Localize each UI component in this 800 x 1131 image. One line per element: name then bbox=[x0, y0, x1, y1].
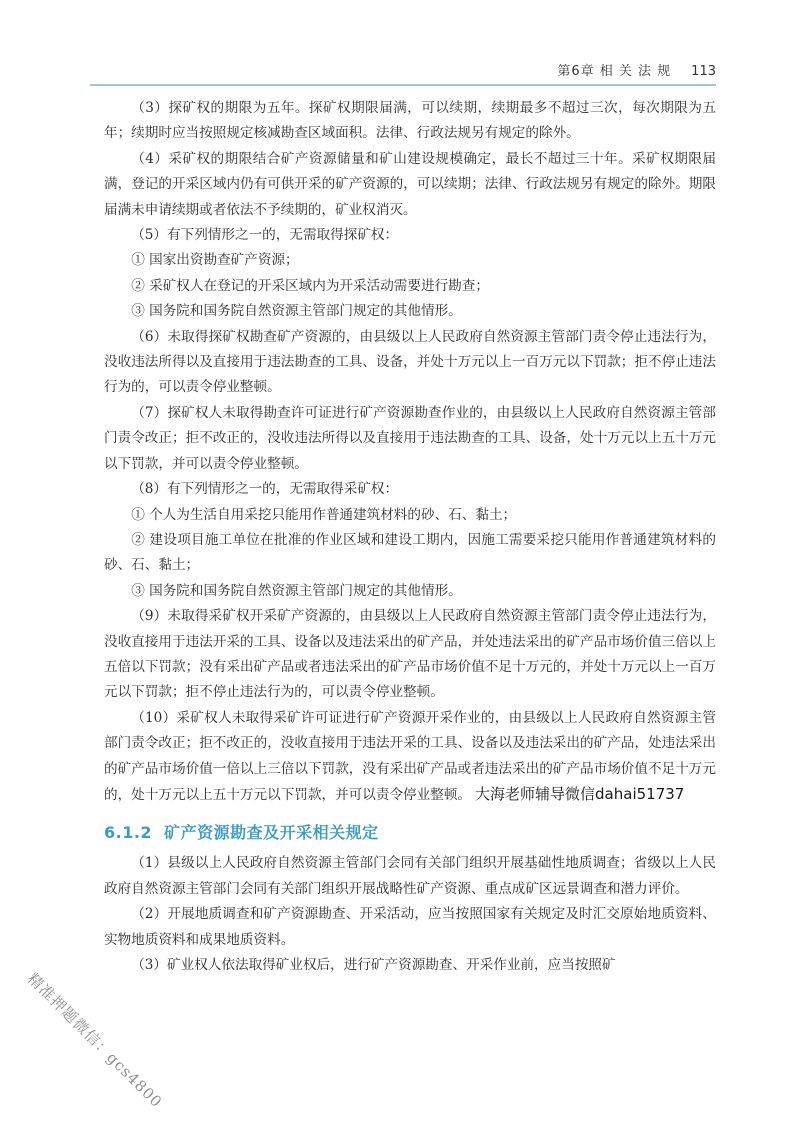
paragraph-3: （3）探矿权的期限为五年。探矿权期限届满，可以续期，续期最多不超过三次，每次期限为五年；续期时应当按照规定核减勘查区域面积。法律、行政法规另有规定的除外。 bbox=[104, 100, 716, 142]
paragraph-5: （5）有下列情形之一的，无需取得探矿权： bbox=[131, 227, 399, 244]
list-item: ① 个人为生活自用采挖只能用作普通建筑材料的砂、石、黏土； bbox=[131, 506, 517, 523]
list-item: ③ 国务院和国务院自然资源主管部门规定的其他情形。 bbox=[131, 303, 462, 320]
paragraph-s2: （2）开展地质调查和矿产资源勘查、开采活动，应当按照国家有关规定及时汇交原始地质资料、实物地质资料和成果地质资料。 bbox=[104, 906, 716, 948]
paragraph-9: （9）未取得采矿权开采矿产资源的，由县级以上人民政府自然资源主管部门责令停止违法行为，没收直接用于违法开采的工具、设备以及违法采出的矿产品，并处违法采出的矿产品市场价值三倍以上五倍以下罚款；没有采出矿产品或者违法采出的矿产品市场价值不足十万元的，并处十万元以上一百万元以下罚款；拒不停止违法行为的，可以责令停业整顿。 bbox=[104, 608, 716, 701]
page-body bbox=[104, 96, 716, 978]
list-item: ③ 国务院和国务院自然资源主管部门规定的其他情形。 bbox=[131, 582, 462, 599]
paragraph-10-text: （10）采矿权人未取得采矿许可证进行矿产资源开采作业的，由县级以上人民政府自然资源主管部门责令改正；拒不改正的，没收直接用于违法开采的工具、设备以及违法采出的矿产品，处违法采出的矿产品市场价值一倍以上三倍以下罚款，没有采出矿产品或者违法采出的矿产品市场价值不足十万元的，处十万元以上五十万元以下罚款，并可以责令停业整顿。 bbox=[104, 709, 716, 803]
page-number: 113 bbox=[691, 64, 716, 79]
paragraph-6: （6）未取得探矿权勘查矿产资源的，由县级以上人民政府自然资源主管部门责令停止违法行为，没收违法所得以及直接用于违法勘查的工具、设备，并处十万元以上一百万元以下罚款；拒不停止违法行为的，可以责令停业整顿。 bbox=[104, 328, 716, 396]
section-heading bbox=[104, 820, 716, 843]
ad-text: 大海老师辅导微信dahai51737 bbox=[475, 784, 685, 803]
list-item: ② 采矿权人在登记的开采区域内为开采活动需要进行勘查； bbox=[131, 277, 489, 294]
section-title: 矿产资源勘查及开采相关规定 bbox=[164, 823, 379, 843]
paragraph-s1: （1）县级以上人民政府自然资源主管部门会同有关部门组织开展基础性地质调查；省级以上人民政府自然资源主管部门会同有关部门组织开展战略性矿产资源、重点成矿区远景调查和潜力评价。 bbox=[104, 855, 716, 897]
header-text bbox=[557, 60, 716, 79]
list-item: ① 国家出资勘查矿产资源； bbox=[131, 252, 299, 269]
page-header bbox=[90, 58, 716, 86]
paragraph-s3: （3）矿业权人依法取得矿业权后，进行矿产资源勘查、开采作业前，应当按照矿 bbox=[131, 957, 616, 973]
watermark: 精准押题微信：gcs4800 bbox=[23, 969, 166, 1112]
chapter-title: 第6章 相 关 法 规 bbox=[557, 64, 672, 79]
paragraph-10 bbox=[104, 706, 716, 809]
list-item: ② 建设项目施工单位在批准的作业区域和建设工期内，因施工需要采挖只能用作普通建筑材料的砂、石、黏土； bbox=[104, 531, 716, 574]
section-number: 6.1.2 bbox=[104, 823, 153, 843]
paragraph-7: （7）探矿权人未取得勘查许可证进行矿产资源勘查作业的，由县级以上人民政府自然资源主管部门责令改正；拒不改正的，没收违法所得以及直接用于违法勘查的工具、设备，处十万元以上五十万元以下罚款，并可以责令停业整顿。 bbox=[104, 404, 716, 472]
paragraph-4: （4）采矿权的期限结合矿产资源储量和矿山建设规模确定，最长不超过三十年。采矿权期限届满，登记的开采区域内仍有可供开采的矿产资源的，可以续期；法律、行政法规另有规定的除外。期限届满未申请续期或者依法不予续期的，矿业权消灭。 bbox=[104, 150, 716, 218]
paragraph-8: （8）有下列情形之一的，无需取得采矿权： bbox=[131, 481, 399, 498]
